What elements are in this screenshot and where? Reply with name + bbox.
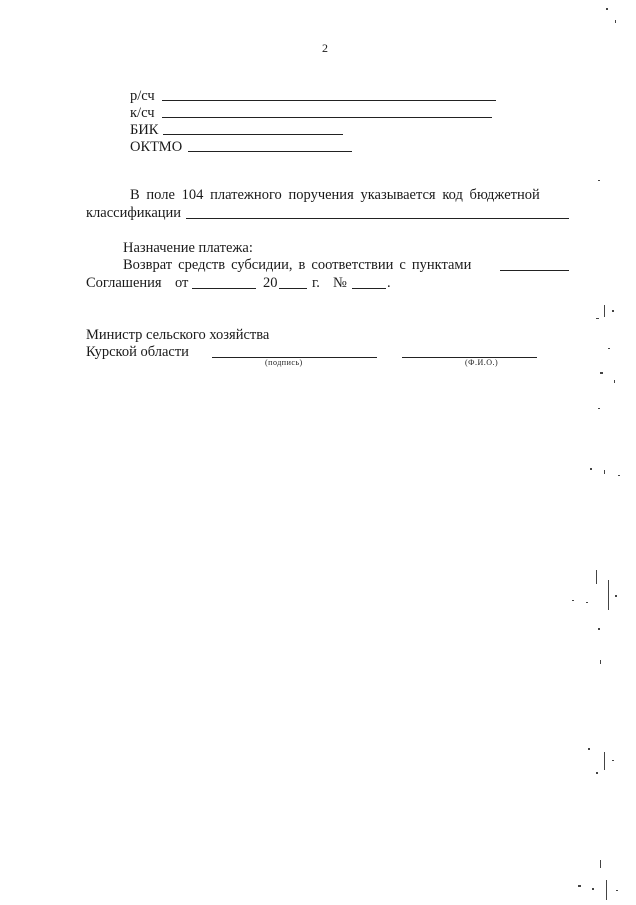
kbk-field-line <box>186 218 569 219</box>
page-number: 2 <box>322 41 328 55</box>
oktmo-label: ОКТМО <box>130 139 183 155</box>
year-field-line <box>279 288 307 289</box>
field104-line2: классификации <box>86 205 182 221</box>
period: . <box>387 275 391 291</box>
from-label: от <box>175 275 189 291</box>
field104-line1: В поле 104 платежного поручения указывается код бюджетной <box>130 187 540 203</box>
bik-label: БИК <box>130 122 159 138</box>
agreement-label: Соглашения <box>86 275 162 291</box>
year-prefix: 20 <box>263 275 278 291</box>
number-sign: № <box>333 275 347 291</box>
date-field-line <box>192 288 256 289</box>
purpose-heading: Назначение платежа: <box>123 240 253 256</box>
rs-field-line <box>162 100 496 101</box>
ks-field-line <box>162 117 492 118</box>
name-caption: (Ф.И.О.) <box>465 358 499 367</box>
points-field-line <box>500 270 569 271</box>
oktmo-field-line <box>188 151 352 152</box>
signer-title-line1: Министр сельского хозяйства <box>86 327 270 343</box>
signer-title-line2: Курской области <box>86 344 189 360</box>
rs-label: р/сч <box>130 88 155 104</box>
ks-label: к/сч <box>130 105 155 121</box>
purpose-line1: Возврат средств субсидии, в соответствии с пунктами <box>123 257 472 273</box>
signature-caption: (подпись) <box>265 358 303 367</box>
year-suffix: г. <box>312 275 320 291</box>
number-field-line <box>352 288 386 289</box>
bik-field-line <box>163 134 343 135</box>
